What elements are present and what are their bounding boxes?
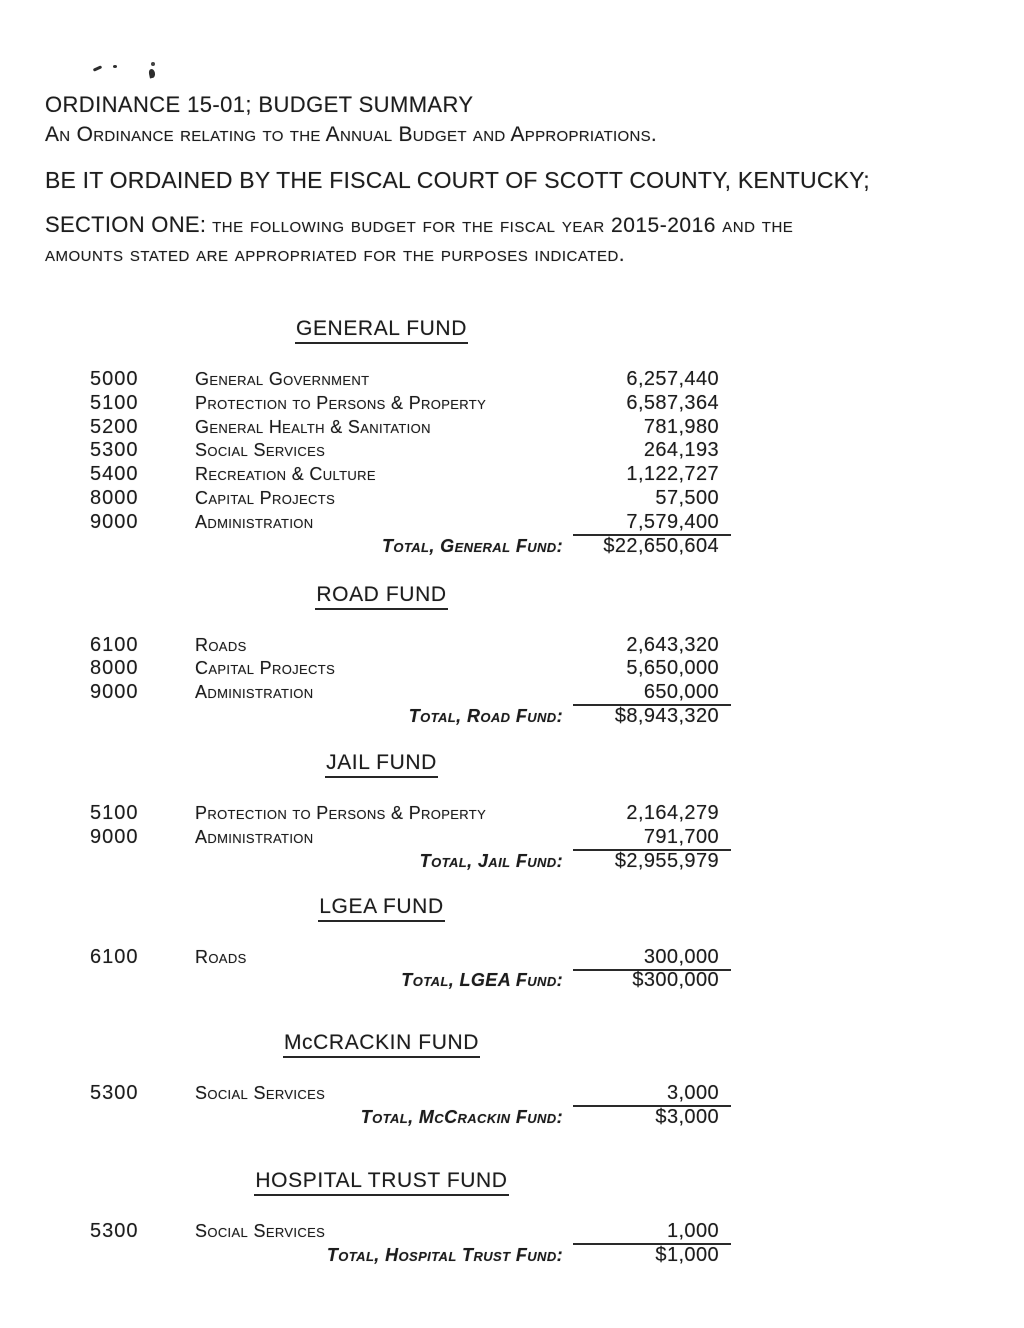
fund-table <box>90 368 731 561</box>
fund-total-row <box>90 1106 731 1132</box>
account-code: 8000 <box>90 486 139 509</box>
fund-heading <box>60 751 703 778</box>
fund-heading <box>60 583 703 610</box>
fund-section-road <box>0 583 1024 731</box>
enactment-clause: BE IT ORDAINED BY THE FISCAL COURT OF SCOTT COUNTY, KENTUCKY; <box>45 167 870 193</box>
account-amount: 6,587,364 <box>626 391 719 414</box>
account-code: 9000 <box>90 510 139 533</box>
fund-table <box>90 634 731 731</box>
ink-mark <box>113 65 117 68</box>
table-row <box>90 1220 731 1244</box>
table-row <box>90 681 731 705</box>
fund-name: LGEA FUND <box>318 895 444 922</box>
fund-total-amount: $22,650,604 <box>603 534 719 557</box>
account-label: General Health & Sanitation <box>195 416 431 437</box>
account-label: Protection to Persons & Property <box>195 392 487 413</box>
account-code: 6100 <box>90 633 139 656</box>
fund-total-label: Total, McCrackin Fund: <box>360 1107 563 1128</box>
section-one-text: the following budget for the fiscal year 2015-2016 and the amounts stated are appropriated for the purposes indicated. <box>45 214 794 266</box>
fund-name: McCRACKIN FUND <box>283 1031 480 1058</box>
account-amount: 1,000 <box>573 1220 731 1245</box>
account-amount: 6,257,440 <box>626 368 719 390</box>
fund-total-label: Total, Road Fund: <box>408 705 563 726</box>
fund-section-hospital-trust <box>0 1169 1024 1270</box>
fund-total-amount: $2,955,979 <box>614 849 719 872</box>
fund-heading <box>60 1169 703 1196</box>
account-code: 5100 <box>90 391 139 414</box>
account-code: 5100 <box>90 801 139 824</box>
table-row <box>90 368 731 392</box>
account-code: 6100 <box>90 945 139 968</box>
ordinance-title: ORDINANCE 15-01; BUDGET SUMMARY <box>45 92 474 117</box>
account-amount: 264,193 <box>643 439 719 462</box>
ink-mark <box>151 62 155 66</box>
account-amount: 300,000 <box>573 946 731 971</box>
fund-name: HOSPITAL TRUST FUND <box>254 1169 508 1196</box>
section-one-paragraph <box>45 210 850 269</box>
table-row <box>90 439 731 463</box>
fund-name: JAIL FUND <box>325 751 438 778</box>
account-amount: 3,000 <box>573 1082 731 1107</box>
fund-table <box>90 1082 731 1132</box>
account-label: Protection to Persons & Property <box>195 802 487 823</box>
account-label: Social Services <box>195 1083 326 1104</box>
account-amount: 5,650,000 <box>626 657 719 680</box>
account-amount: 1,122,727 <box>626 463 719 486</box>
account-code: 8000 <box>90 657 139 680</box>
fund-total-label: Total, General Fund: <box>381 535 563 556</box>
fund-total-row <box>90 705 731 731</box>
fund-section-lgea <box>0 895 1024 996</box>
table-row <box>90 1082 731 1106</box>
account-code: 5200 <box>90 415 139 438</box>
fund-section-general <box>0 317 1024 561</box>
account-code: 9000 <box>90 681 139 704</box>
account-code: 5400 <box>90 463 139 486</box>
fund-table <box>90 1220 731 1270</box>
account-code: 5000 <box>90 368 139 390</box>
fund-table <box>90 802 731 876</box>
table-row <box>90 511 731 535</box>
account-label: Administration <box>195 682 314 703</box>
ink-mark <box>93 65 102 71</box>
fund-heading <box>60 895 703 922</box>
account-code: 5300 <box>90 1082 139 1105</box>
fund-table <box>90 946 731 996</box>
table-row <box>90 392 731 416</box>
fund-name: GENERAL FUND <box>295 317 468 344</box>
fund-section-jail <box>0 751 1024 876</box>
fund-total-row <box>90 1244 731 1270</box>
ordinance-subtitle: An Ordinance relating to the Annual Budget and Appropriations. <box>45 123 658 146</box>
fund-total-amount: $3,000 <box>655 1106 719 1129</box>
section-one-label: SECTION ONE: <box>45 212 207 237</box>
document-header <box>45 90 1024 269</box>
table-row <box>90 657 731 681</box>
table-row <box>90 946 731 970</box>
table-row <box>90 802 731 826</box>
account-label: Roads <box>195 634 247 655</box>
fund-total-row <box>90 535 731 561</box>
account-amount: 2,164,279 <box>626 801 719 824</box>
fund-total-row <box>90 850 731 876</box>
fund-heading <box>60 1031 703 1058</box>
table-row <box>90 463 731 487</box>
fund-total-label: Total, Jail Fund: <box>419 850 563 871</box>
account-code: 5300 <box>90 439 139 462</box>
account-label: Recreation & Culture <box>195 464 376 485</box>
table-row <box>90 826 731 850</box>
account-amount: 791,700 <box>573 826 731 851</box>
fund-heading <box>60 317 703 344</box>
ink-mark <box>148 68 156 78</box>
account-label: Social Services <box>195 1221 326 1242</box>
fund-name: ROAD FUND <box>315 583 447 610</box>
table-row <box>90 634 731 658</box>
account-label: Social Services <box>195 440 326 461</box>
account-label: Administration <box>195 511 314 532</box>
fund-total-label: Total, LGEA Fund: <box>401 970 563 991</box>
account-amount: 7,579,400 <box>573 511 731 536</box>
account-amount: 2,643,320 <box>626 633 719 656</box>
fund-total-amount: $1,000 <box>655 1243 719 1266</box>
fund-total-amount: $8,943,320 <box>614 704 719 727</box>
fund-total-amount: $300,000 <box>632 969 719 992</box>
account-amount: 781,980 <box>643 415 719 438</box>
account-label: General Government <box>195 369 370 389</box>
account-label: Administration <box>195 826 314 847</box>
account-label: Capital Projects <box>195 658 336 679</box>
fund-total-row <box>90 969 731 995</box>
fund-total-label: Total, Hospital Trust Fund: <box>326 1244 563 1265</box>
fund-section-mccrackin <box>0 1031 1024 1132</box>
account-code: 9000 <box>90 825 139 848</box>
account-label: Roads <box>195 946 247 967</box>
table-row <box>90 416 731 440</box>
account-code: 5300 <box>90 1220 139 1243</box>
table-row <box>90 487 731 511</box>
account-amount: 650,000 <box>573 681 731 706</box>
account-label: Capital Projects <box>195 487 336 508</box>
account-amount: 57,500 <box>655 486 719 509</box>
